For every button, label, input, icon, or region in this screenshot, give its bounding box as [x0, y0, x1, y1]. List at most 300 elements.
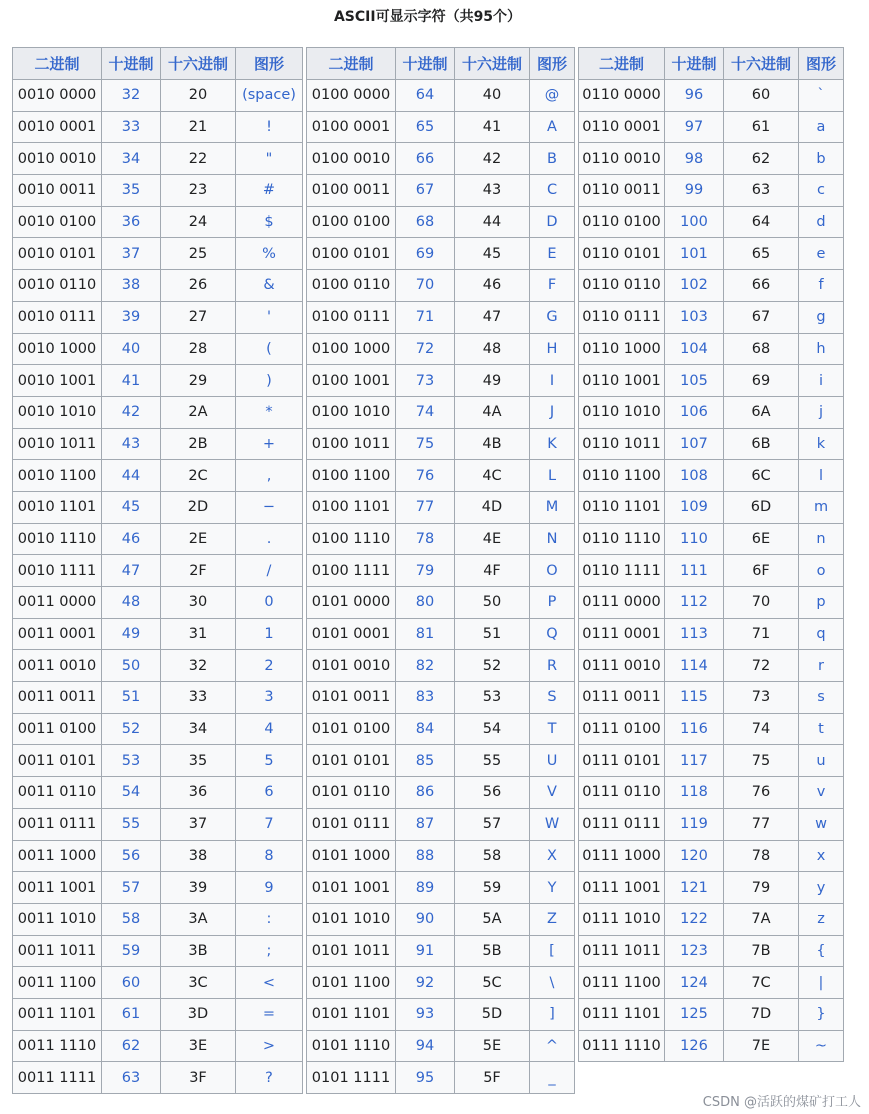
hex-cell: 78	[724, 840, 799, 872]
hex-cell: 62	[724, 143, 799, 175]
decimal-cell: 80	[396, 587, 455, 619]
glyph-cell: (	[236, 333, 303, 365]
decimal-cell: 47	[102, 555, 161, 587]
decimal-cell: 87	[396, 808, 455, 840]
decimal-cell: 126	[665, 1030, 724, 1062]
decimal-cell: 72	[396, 333, 455, 365]
glyph-cell: ]	[530, 998, 575, 1030]
table-row	[307, 523, 575, 555]
binary-cell: 0110 0111	[579, 301, 665, 333]
glyph-cell: y	[799, 872, 844, 904]
binary-cell: 0100 0011	[307, 175, 396, 207]
binary-cell: 0011 1111	[13, 1062, 102, 1094]
table-row	[579, 840, 844, 872]
binary-cell: 0111 0110	[579, 777, 665, 809]
hex-cell: 60	[724, 80, 799, 112]
table-row	[13, 713, 303, 745]
decimal-cell: 78	[396, 523, 455, 555]
table-row	[579, 935, 844, 967]
table-row	[13, 143, 303, 175]
header-row	[307, 48, 575, 80]
hex-cell: 28	[161, 333, 236, 365]
decimal-cell: 46	[102, 523, 161, 555]
hex-cell: 69	[724, 365, 799, 397]
hex-cell: 74	[724, 713, 799, 745]
glyph-cell: A	[530, 111, 575, 143]
decimal-cell: 69	[396, 238, 455, 270]
glyph-cell: /	[236, 555, 303, 587]
hex-cell: 70	[724, 587, 799, 619]
glyph-cell: H	[530, 333, 575, 365]
glyph-cell: z	[799, 903, 844, 935]
header-binary: 二进制	[307, 48, 396, 80]
glyph-cell: −	[236, 491, 303, 523]
decimal-cell: 37	[102, 238, 161, 270]
hex-cell: 45	[455, 238, 530, 270]
binary-cell: 0100 0111	[307, 301, 396, 333]
table-row	[13, 840, 303, 872]
decimal-cell: 92	[396, 967, 455, 999]
binary-cell: 0101 1111	[307, 1062, 396, 1094]
decimal-cell: 79	[396, 555, 455, 587]
binary-cell: 0100 1100	[307, 460, 396, 492]
decimal-cell: 97	[665, 111, 724, 143]
header-decimal: 十进制	[102, 48, 161, 80]
hex-cell: 32	[161, 650, 236, 682]
table-row	[307, 808, 575, 840]
hex-cell: 44	[455, 206, 530, 238]
hex-cell: 7B	[724, 935, 799, 967]
binary-cell: 0101 0101	[307, 745, 396, 777]
decimal-cell: 51	[102, 682, 161, 714]
table-row	[13, 903, 303, 935]
binary-cell: 0111 1110	[579, 1030, 665, 1062]
glyph-cell: 0	[236, 587, 303, 619]
decimal-cell: 95	[396, 1062, 455, 1094]
decimal-cell: 119	[665, 808, 724, 840]
decimal-cell: 111	[665, 555, 724, 587]
glyph-cell: '	[236, 301, 303, 333]
glyph-cell: ;	[236, 935, 303, 967]
hex-cell: 37	[161, 808, 236, 840]
binary-cell: 0011 0010	[13, 650, 102, 682]
decimal-cell: 63	[102, 1062, 161, 1094]
glyph-cell: x	[799, 840, 844, 872]
hex-cell: 43	[455, 175, 530, 207]
table-row	[579, 1030, 844, 1062]
glyph-cell: 2	[236, 650, 303, 682]
binary-cell: 0010 1110	[13, 523, 102, 555]
table-row	[307, 238, 575, 270]
ascii-table-3	[578, 47, 844, 1062]
table-row	[579, 428, 844, 460]
header-hex: 十六进制	[724, 48, 799, 80]
binary-cell: 0101 1000	[307, 840, 396, 872]
binary-cell: 0101 0000	[307, 587, 396, 619]
table-row	[579, 650, 844, 682]
binary-cell: 0110 0100	[579, 206, 665, 238]
binary-cell: 0010 0010	[13, 143, 102, 175]
binary-cell: 0010 1011	[13, 428, 102, 460]
hex-cell: 3C	[161, 967, 236, 999]
table-row	[307, 840, 575, 872]
decimal-cell: 55	[102, 808, 161, 840]
decimal-cell: 77	[396, 491, 455, 523]
glyph-cell: 5	[236, 745, 303, 777]
table-row	[579, 745, 844, 777]
hex-cell: 76	[724, 777, 799, 809]
binary-cell: 0011 0100	[13, 713, 102, 745]
table-row	[579, 491, 844, 523]
binary-cell: 0100 0000	[307, 80, 396, 112]
decimal-cell: 94	[396, 1030, 455, 1062]
hex-cell: 58	[455, 840, 530, 872]
hex-cell: 46	[455, 270, 530, 302]
header-glyph: 图形	[799, 48, 844, 80]
table-row	[13, 523, 303, 555]
decimal-cell: 81	[396, 618, 455, 650]
glyph-cell: F	[530, 270, 575, 302]
table-row	[13, 333, 303, 365]
glyph-cell: `	[799, 80, 844, 112]
glyph-cell: ,	[236, 460, 303, 492]
glyph-cell: d	[799, 206, 844, 238]
hex-cell: 63	[724, 175, 799, 207]
decimal-cell: 59	[102, 935, 161, 967]
hex-cell: 40	[455, 80, 530, 112]
hex-cell: 2F	[161, 555, 236, 587]
binary-cell: 0011 1101	[13, 998, 102, 1030]
glyph-cell: 1	[236, 618, 303, 650]
decimal-cell: 103	[665, 301, 724, 333]
table-row	[307, 555, 575, 587]
decimal-cell: 75	[396, 428, 455, 460]
binary-cell: 0010 1111	[13, 555, 102, 587]
hex-cell: 2B	[161, 428, 236, 460]
binary-cell: 0101 1101	[307, 998, 396, 1030]
binary-cell: 0100 1000	[307, 333, 396, 365]
hex-cell: 24	[161, 206, 236, 238]
binary-cell: 0111 0010	[579, 650, 665, 682]
binary-cell: 0110 1100	[579, 460, 665, 492]
decimal-cell: 56	[102, 840, 161, 872]
table-row	[13, 238, 303, 270]
decimal-cell: 106	[665, 396, 724, 428]
decimal-cell: 40	[102, 333, 161, 365]
glyph-cell: l	[799, 460, 844, 492]
binary-cell: 0111 1101	[579, 998, 665, 1030]
table-row	[579, 967, 844, 999]
decimal-cell: 62	[102, 1030, 161, 1062]
table-row	[13, 491, 303, 523]
table-row	[13, 80, 303, 112]
decimal-cell: 99	[665, 175, 724, 207]
watermark: CSDN @活跃的煤矿打工人	[702, 1095, 861, 1110]
hex-cell: 57	[455, 808, 530, 840]
hex-cell: 52	[455, 650, 530, 682]
binary-cell: 0100 0010	[307, 143, 396, 175]
glyph-cell: !	[236, 111, 303, 143]
binary-cell: 0111 1001	[579, 872, 665, 904]
hex-cell: 4C	[455, 460, 530, 492]
hex-cell: 59	[455, 872, 530, 904]
hex-cell: 73	[724, 682, 799, 714]
glyph-cell: V	[530, 777, 575, 809]
hex-cell: 47	[455, 301, 530, 333]
table-row	[307, 713, 575, 745]
binary-cell: 0111 0101	[579, 745, 665, 777]
glyph-cell: _	[530, 1062, 575, 1094]
table-row	[307, 967, 575, 999]
table-row	[13, 428, 303, 460]
glyph-cell: <	[236, 967, 303, 999]
hex-cell: 4F	[455, 555, 530, 587]
table-row	[13, 935, 303, 967]
decimal-cell: 54	[102, 777, 161, 809]
glyph-cell: ^	[530, 1030, 575, 1062]
binary-cell: 0110 1010	[579, 396, 665, 428]
decimal-cell: 110	[665, 523, 724, 555]
header-binary: 二进制	[13, 48, 102, 80]
decimal-cell: 58	[102, 903, 161, 935]
table-row	[13, 365, 303, 397]
binary-cell: 0100 0110	[307, 270, 396, 302]
decimal-cell: 38	[102, 270, 161, 302]
table-row	[307, 777, 575, 809]
decimal-cell: 102	[665, 270, 724, 302]
decimal-cell: 117	[665, 745, 724, 777]
binary-cell: 0110 1011	[579, 428, 665, 460]
table-row	[579, 682, 844, 714]
glyph-cell: D	[530, 206, 575, 238]
binary-cell: 0010 1001	[13, 365, 102, 397]
hex-cell: 54	[455, 713, 530, 745]
glyph-cell: U	[530, 745, 575, 777]
glyph-cell: |	[799, 967, 844, 999]
binary-cell: 0011 1100	[13, 967, 102, 999]
decimal-cell: 124	[665, 967, 724, 999]
glyph-cell: 8	[236, 840, 303, 872]
glyph-cell: $	[236, 206, 303, 238]
table-row	[13, 682, 303, 714]
hex-cell: 34	[161, 713, 236, 745]
binary-cell: 0100 1011	[307, 428, 396, 460]
header-binary: 二进制	[579, 48, 665, 80]
glyph-cell: Q	[530, 618, 575, 650]
hex-cell: 5F	[455, 1062, 530, 1094]
hex-cell: 5D	[455, 998, 530, 1030]
decimal-cell: 42	[102, 396, 161, 428]
glyph-cell: f	[799, 270, 844, 302]
hex-cell: 5C	[455, 967, 530, 999]
decimal-cell: 44	[102, 460, 161, 492]
hex-cell: 2D	[161, 491, 236, 523]
table-row	[579, 618, 844, 650]
glyph-cell: 6	[236, 777, 303, 809]
glyph-cell: &	[236, 270, 303, 302]
table-row	[579, 808, 844, 840]
binary-cell: 0101 0010	[307, 650, 396, 682]
table-row	[307, 587, 575, 619]
binary-cell: 0011 0001	[13, 618, 102, 650]
binary-cell: 0010 0011	[13, 175, 102, 207]
glyph-cell: u	[799, 745, 844, 777]
decimal-cell: 36	[102, 206, 161, 238]
decimal-cell: 116	[665, 713, 724, 745]
glyph-cell: P	[530, 587, 575, 619]
glyph-cell: v	[799, 777, 844, 809]
table-row	[579, 301, 844, 333]
glyph-cell: g	[799, 301, 844, 333]
glyph-cell: ~	[799, 1030, 844, 1062]
glyph-cell: 3	[236, 682, 303, 714]
hex-cell: 77	[724, 808, 799, 840]
hex-cell: 5A	[455, 903, 530, 935]
table-row	[307, 143, 575, 175]
table-row	[579, 365, 844, 397]
hex-cell: 41	[455, 111, 530, 143]
binary-cell: 0110 0101	[579, 238, 665, 270]
hex-cell: 66	[724, 270, 799, 302]
glyph-cell: p	[799, 587, 844, 619]
decimal-cell: 96	[665, 80, 724, 112]
table-row	[579, 523, 844, 555]
decimal-cell: 68	[396, 206, 455, 238]
table-row	[13, 460, 303, 492]
binary-cell: 0111 0011	[579, 682, 665, 714]
binary-cell: 0100 1001	[307, 365, 396, 397]
hex-cell: 67	[724, 301, 799, 333]
decimal-cell: 32	[102, 80, 161, 112]
table-row	[13, 301, 303, 333]
decimal-cell: 112	[665, 587, 724, 619]
hex-cell: 4B	[455, 428, 530, 460]
table-row	[307, 650, 575, 682]
table-row	[13, 777, 303, 809]
hex-cell: 38	[161, 840, 236, 872]
glyph-cell: M	[530, 491, 575, 523]
decimal-cell: 84	[396, 713, 455, 745]
hex-cell: 29	[161, 365, 236, 397]
binary-cell: 0110 0011	[579, 175, 665, 207]
table-row	[307, 206, 575, 238]
glyph-cell: 7	[236, 808, 303, 840]
table-row	[13, 396, 303, 428]
decimal-cell: 61	[102, 998, 161, 1030]
binary-cell: 0101 0111	[307, 808, 396, 840]
header-decimal: 十进制	[396, 48, 455, 80]
table-row	[579, 998, 844, 1030]
table-row	[579, 175, 844, 207]
hex-cell: 36	[161, 777, 236, 809]
hex-cell: 3D	[161, 998, 236, 1030]
table-row	[307, 175, 575, 207]
decimal-cell: 123	[665, 935, 724, 967]
table-row	[13, 587, 303, 619]
table-row	[579, 872, 844, 904]
glyph-cell: o	[799, 555, 844, 587]
hex-cell: 3B	[161, 935, 236, 967]
hex-cell: 3F	[161, 1062, 236, 1094]
table-row	[579, 143, 844, 175]
binary-cell: 0011 1010	[13, 903, 102, 935]
table-row	[579, 713, 844, 745]
binary-cell: 0110 1111	[579, 555, 665, 587]
glyph-cell: (space)	[236, 80, 303, 112]
binary-cell: 0110 1110	[579, 523, 665, 555]
table-row	[307, 365, 575, 397]
decimal-cell: 89	[396, 872, 455, 904]
table-row	[579, 460, 844, 492]
glyph-cell: )	[236, 365, 303, 397]
hex-cell: 75	[724, 745, 799, 777]
binary-cell: 0011 0110	[13, 777, 102, 809]
table-row	[307, 396, 575, 428]
binary-cell: 0110 1000	[579, 333, 665, 365]
table-row	[579, 270, 844, 302]
decimal-cell: 114	[665, 650, 724, 682]
decimal-cell: 90	[396, 903, 455, 935]
glyph-cell: G	[530, 301, 575, 333]
glyph-cell: *	[236, 396, 303, 428]
hex-cell: 4A	[455, 396, 530, 428]
decimal-cell: 100	[665, 206, 724, 238]
hex-cell: 55	[455, 745, 530, 777]
table-row	[307, 460, 575, 492]
page-title: ASCII可显示字符（共95个）	[333, 9, 522, 25]
binary-cell: 0101 0001	[307, 618, 396, 650]
table-row	[307, 270, 575, 302]
hex-cell: 22	[161, 143, 236, 175]
binary-cell: 0011 1011	[13, 935, 102, 967]
decimal-cell: 67	[396, 175, 455, 207]
glyph-cell: b	[799, 143, 844, 175]
glyph-cell: =	[236, 998, 303, 1030]
table-row	[579, 396, 844, 428]
glyph-cell: }	[799, 998, 844, 1030]
hex-cell: 51	[455, 618, 530, 650]
decimal-cell: 101	[665, 238, 724, 270]
hex-cell: 33	[161, 682, 236, 714]
glyph-cell: %	[236, 238, 303, 270]
decimal-cell: 85	[396, 745, 455, 777]
hex-cell: 48	[455, 333, 530, 365]
hex-cell: 25	[161, 238, 236, 270]
decimal-cell: 57	[102, 872, 161, 904]
hex-cell: 23	[161, 175, 236, 207]
binary-cell: 0111 1100	[579, 967, 665, 999]
binary-cell: 0100 0001	[307, 111, 396, 143]
header-hex: 十六进制	[161, 48, 236, 80]
glyph-cell: L	[530, 460, 575, 492]
binary-cell: 0010 0001	[13, 111, 102, 143]
binary-cell: 0101 1110	[307, 1030, 396, 1062]
glyph-cell: c	[799, 175, 844, 207]
glyph-cell: s	[799, 682, 844, 714]
hex-cell: 6C	[724, 460, 799, 492]
binary-cell: 0100 0101	[307, 238, 396, 270]
glyph-cell: O	[530, 555, 575, 587]
table-row	[13, 555, 303, 587]
hex-cell: 7E	[724, 1030, 799, 1062]
table-row	[579, 206, 844, 238]
hex-cell: 3A	[161, 903, 236, 935]
table-row	[579, 80, 844, 112]
table-row	[579, 587, 844, 619]
glyph-cell: r	[799, 650, 844, 682]
glyph-cell: T	[530, 713, 575, 745]
decimal-cell: 49	[102, 618, 161, 650]
